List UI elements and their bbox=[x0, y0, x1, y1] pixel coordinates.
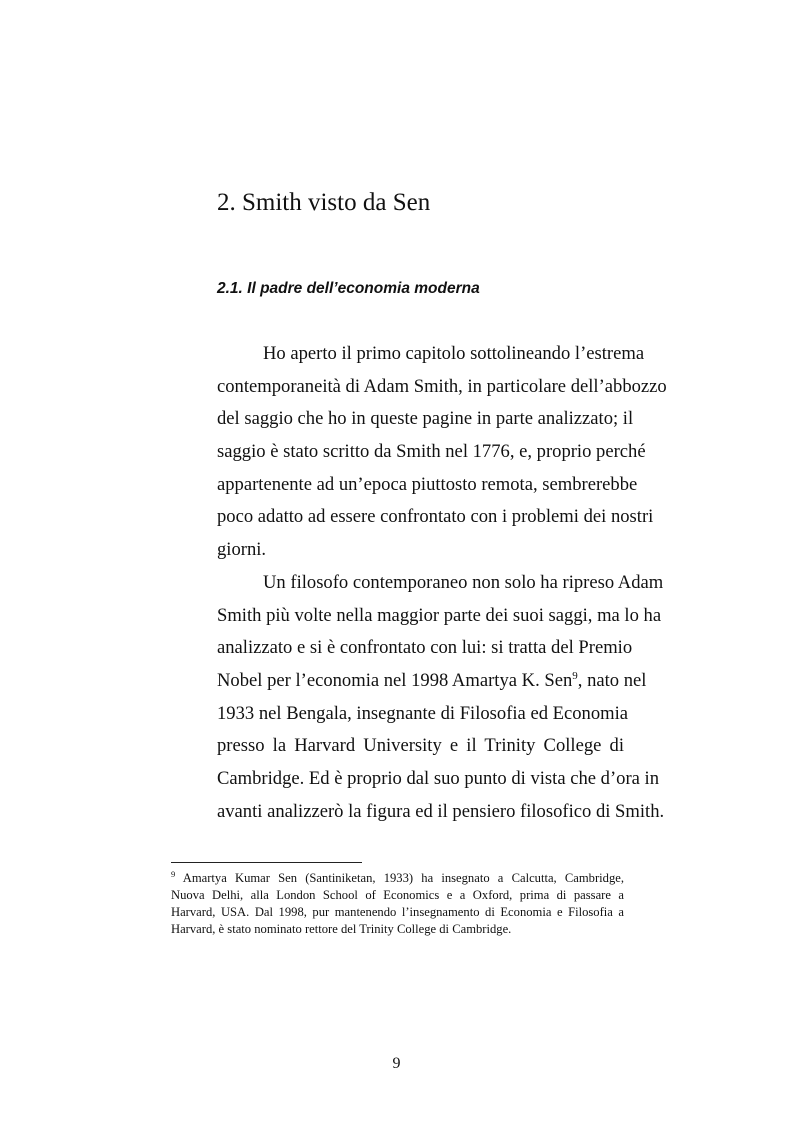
footnote bbox=[171, 870, 624, 938]
text-line: avanti analizzerò la figura ed il pensiero filosofico di Smith. bbox=[217, 800, 665, 822]
body-text bbox=[171, 338, 667, 828]
footnote-separator bbox=[171, 862, 362, 863]
footnote-text: Amartya Kumar Sen (Santiniketan, 1933) ha insegnato a Calcutta, Cambridge, bbox=[182, 871, 624, 885]
text-line: Smith più volte nella maggior parte dei suoi saggi, ma lo ha bbox=[217, 604, 662, 626]
text-line: Un filosofo contemporaneo non solo ha ripreso Adam bbox=[263, 571, 664, 593]
text-segment: Nobel per l’economia nel 1998 Amartya K. Sen bbox=[217, 669, 573, 691]
footnote-reference[interactable]: 9 bbox=[572, 669, 578, 682]
text-line: appartenente ad un’epoca piuttosto remota, sembrerebbe bbox=[217, 473, 638, 495]
chapter-title: 2. Smith visto da Sen bbox=[217, 189, 431, 216]
footnote-line bbox=[171, 870, 624, 887]
text-line: del saggio che ho in queste pagine in parte analizzato; il bbox=[217, 408, 634, 430]
footnote-line: Harvard, USA. Dal 1998, pur mantenendo l’insegnamento di Economia e Filosofia a bbox=[171, 905, 624, 919]
text-line: Ho aperto il primo capitolo sottolineando l’estrema bbox=[263, 343, 645, 364]
text-line: saggio è stato scritto da Smith nel 1776, e, proprio perché bbox=[217, 441, 646, 463]
text-line: presso la Harvard University e il Trinity College di bbox=[217, 735, 624, 757]
text-segment: , nato nel bbox=[577, 669, 647, 691]
page-number: 9 bbox=[392, 1055, 401, 1072]
footnote-number: 9 bbox=[171, 868, 176, 879]
footnote-line: Nuova Delhi, alla London School of Economics e a Oxford, prima di passare a bbox=[171, 888, 624, 902]
text-line: giorni. bbox=[217, 539, 267, 561]
footnote-line: Harvard, è stato nominato rettore del Trinity College di Cambridge. bbox=[171, 922, 512, 936]
section-heading: 2.1. Il padre dell’economia moderna bbox=[217, 280, 480, 297]
text-line: 1933 nel Bengala, insegnante di Filosofia ed Economia bbox=[217, 702, 629, 724]
text-line: poco adatto ad essere confrontato con i problemi dei nostri bbox=[217, 506, 654, 528]
text-line: Cambridge. Ed è proprio dal suo punto di vista che d’ora in bbox=[217, 767, 660, 789]
text-line: contemporaneità di Adam Smith, in particolare dell’abbozzo bbox=[217, 375, 667, 397]
paragraph-2 bbox=[171, 567, 665, 829]
text-line: analizzato e si è confrontato con lui: si tratta del Premio bbox=[217, 637, 633, 659]
text-line-with-footnote-ref bbox=[171, 665, 647, 698]
paragraph-1 bbox=[171, 338, 667, 567]
